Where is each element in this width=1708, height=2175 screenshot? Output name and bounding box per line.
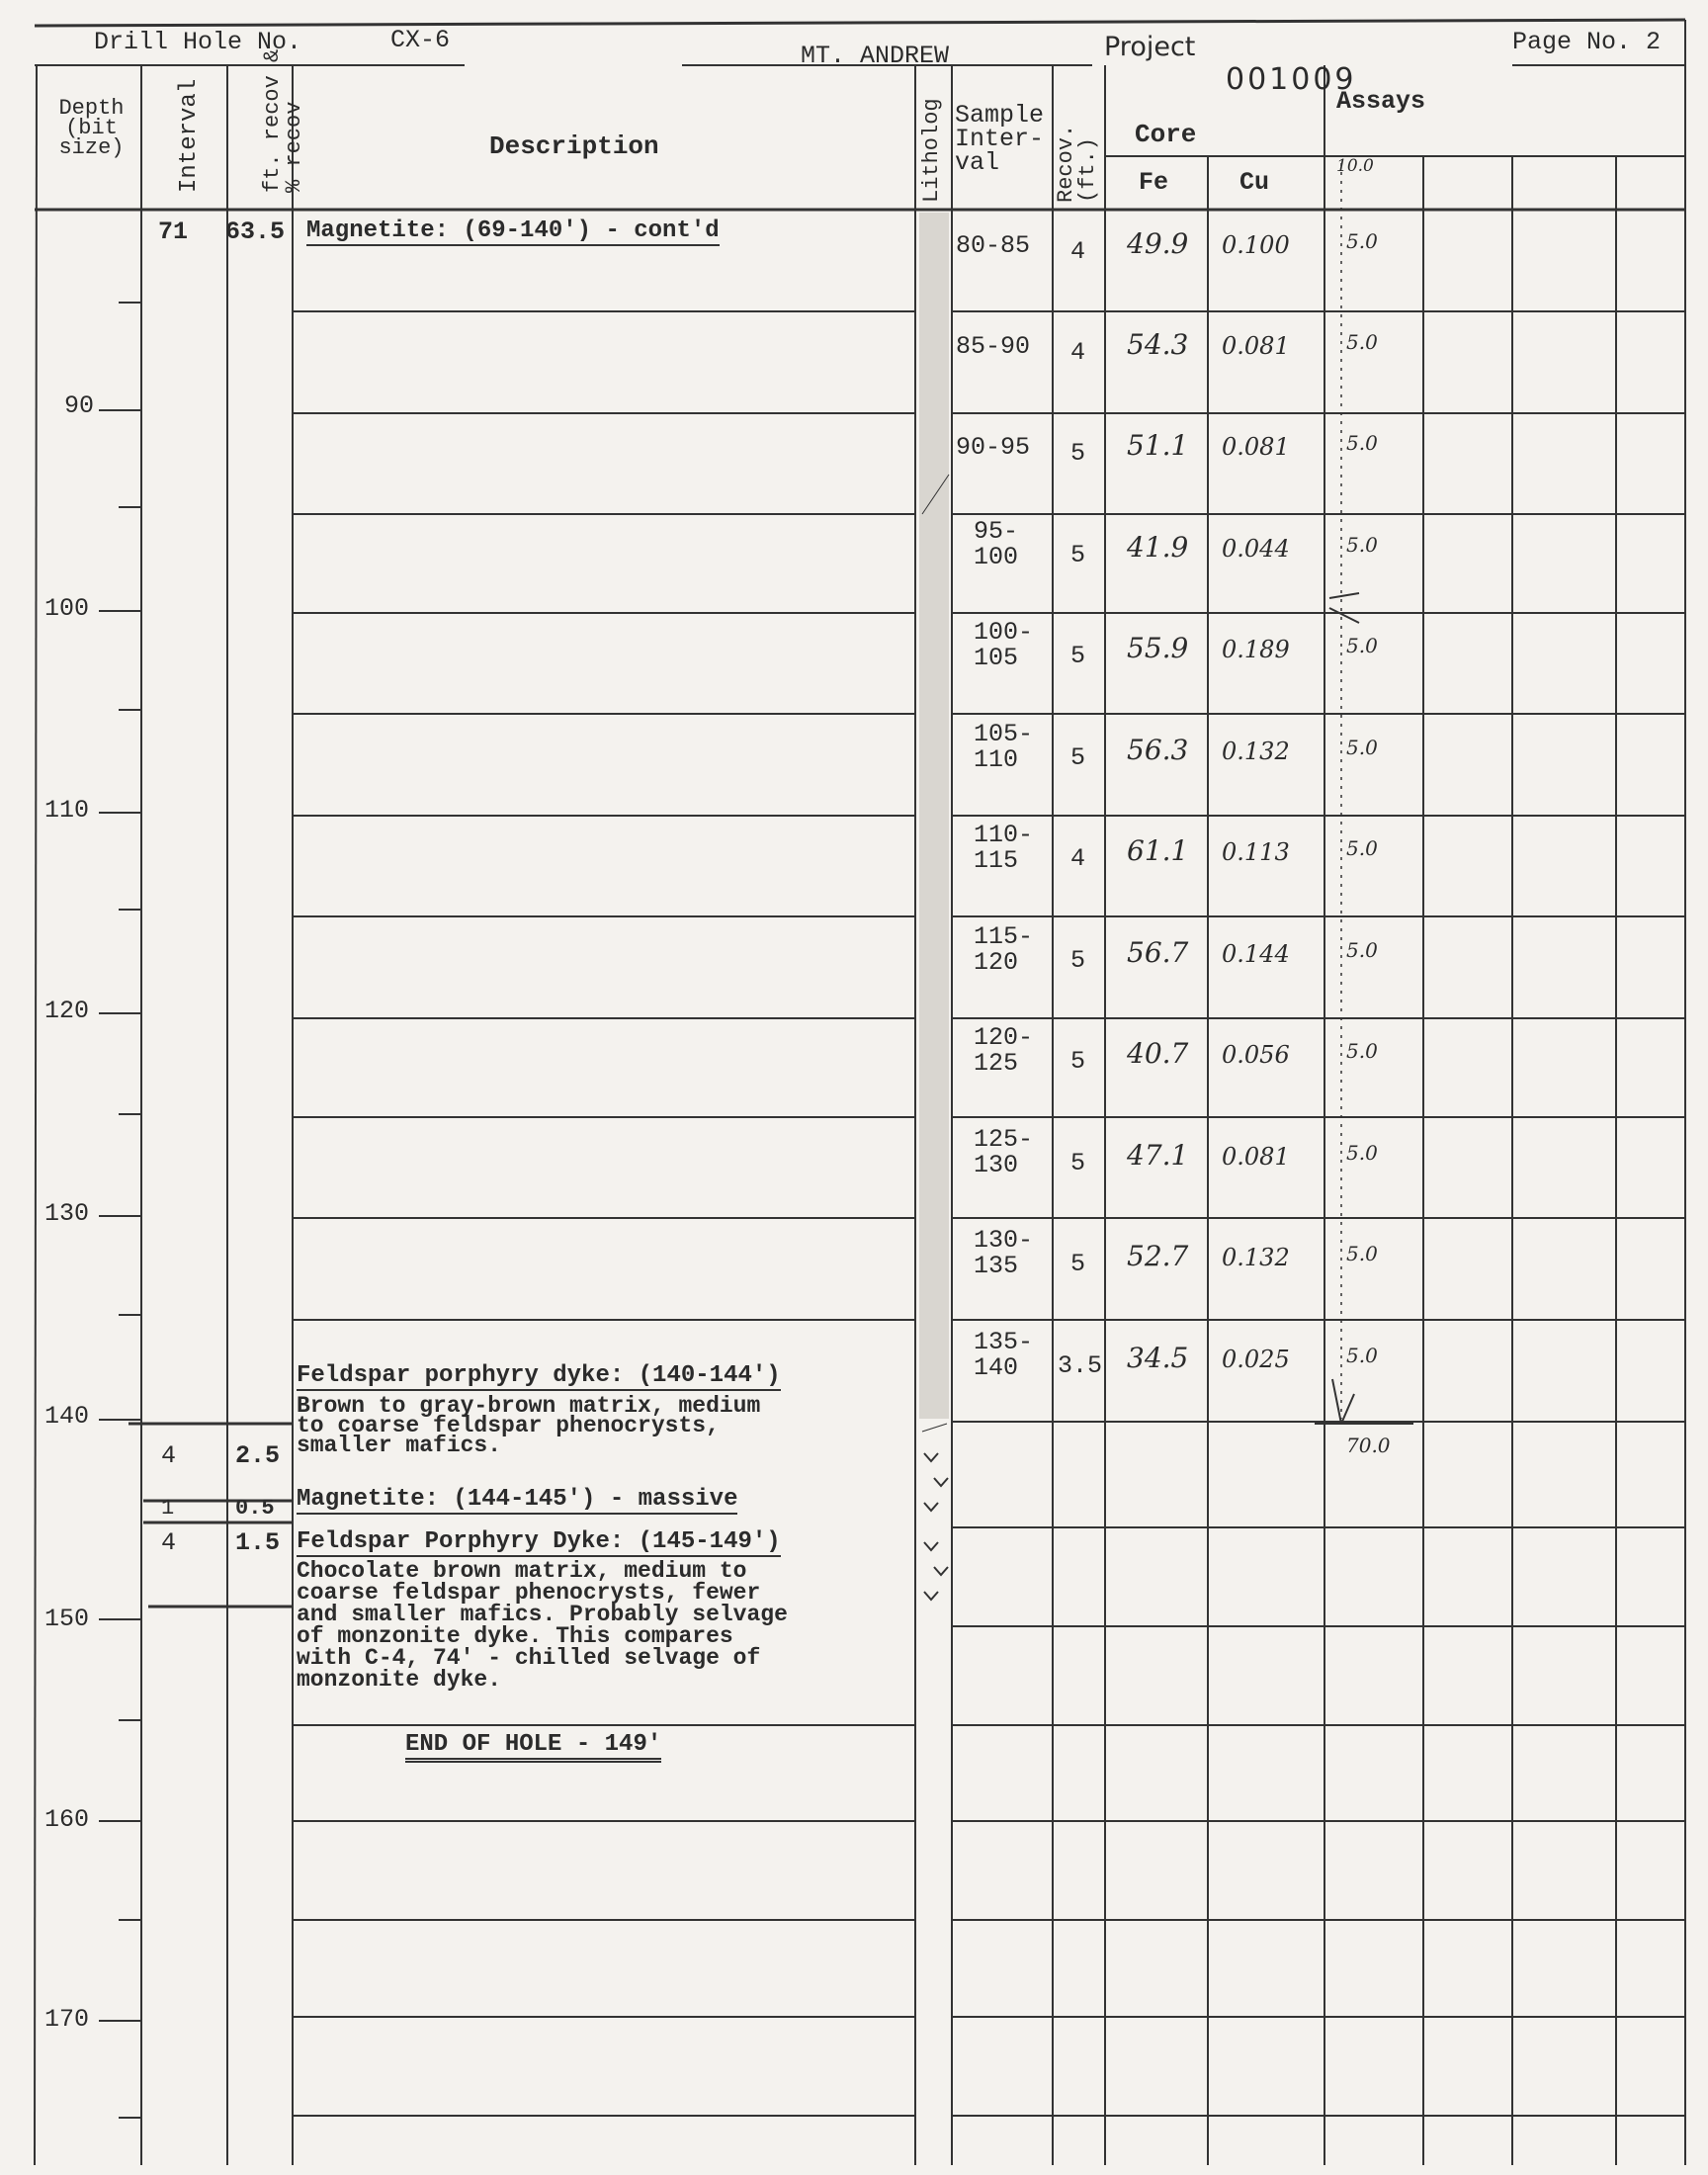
description-title: Feldspar porphyry dyke: (140-144') — [297, 1362, 781, 1389]
sample-interval: 135- 140 — [974, 1328, 1034, 1382]
drill-hole-number: CX-6 — [390, 26, 451, 54]
description-column-header: Description — [489, 131, 659, 161]
sample-recovery: 5 — [1070, 1250, 1086, 1278]
project-label: Project — [1104, 32, 1196, 62]
assay-length: 5.0 — [1346, 1141, 1378, 1165]
interval-value: 1 — [161, 1496, 175, 1521]
sample-recovery: 5 — [1070, 439, 1086, 468]
cu-assay: 0.056 — [1222, 1041, 1290, 1069]
assay-length: 5.0 — [1346, 330, 1378, 354]
project-number: 001009 — [1226, 62, 1357, 97]
assay-length: 5.0 — [1346, 1039, 1378, 1063]
fe-assay: 52.7 — [1127, 1240, 1189, 1272]
page-number: Page No. 2 — [1512, 28, 1662, 56]
depth-mark-90: 90 — [64, 392, 95, 420]
fe-assay: 34.5 — [1127, 1342, 1189, 1374]
sample-recovery: 5 — [1070, 946, 1086, 975]
sample-interval: 95- 100 — [974, 517, 1019, 571]
sample-interval: 120- 125 — [974, 1023, 1034, 1078]
description-title: Feldspar Porphyry Dyke: (145-149') — [297, 1528, 781, 1555]
recovery-value: 2.5 — [235, 1441, 281, 1470]
assay-length: 5.0 — [1346, 634, 1378, 657]
cu-assay: 0.132 — [1222, 738, 1290, 765]
sample-interval: 115- 120 — [974, 922, 1034, 977]
assay-total: 70.0 — [1346, 1434, 1391, 1457]
cu-column-header: Cu — [1239, 168, 1270, 197]
fe-assay: 56.7 — [1127, 936, 1189, 969]
sample-recovery: 3.5 — [1058, 1351, 1103, 1380]
drill-hole-label: Drill Hole No. — [94, 28, 302, 56]
depth-mark-100: 100 — [44, 594, 90, 623]
fe-assay: 51.1 — [1127, 429, 1189, 462]
cu-assay: 0.081 — [1222, 1143, 1290, 1171]
cu-assay: 0.132 — [1222, 1244, 1290, 1271]
cu-assay: 0.144 — [1222, 940, 1290, 968]
interval-value: 4 — [161, 1441, 177, 1470]
recov-ft-column-header: Recov. (ft.) — [1054, 124, 1100, 203]
cu-assay: 0.113 — [1222, 838, 1290, 866]
sample-recovery: 4 — [1070, 338, 1086, 367]
sample-interval: 90-95 — [956, 433, 1031, 462]
fe-assay: 40.7 — [1127, 1037, 1189, 1070]
fe-assay: 56.3 — [1127, 734, 1189, 766]
recovery-value: 1.5 — [235, 1528, 281, 1557]
recovery-value: 0.5 — [235, 1496, 275, 1521]
core-header: Core — [1135, 120, 1197, 149]
interval-column-header: Interval — [176, 78, 203, 193]
fe-assay: 41.9 — [1127, 531, 1189, 564]
description-text: Chocolate brown matrix, medium to coarse feldspar phenocrysts, fewer and smaller mafics. Probably selvage of monzonite dyke. This compares with C-4, 74' - chilled selvage of monzonite dyke. — [297, 1558, 788, 1693]
description-text: Brown to gray-brown matrix, medium to coarse feldspar phenocrysts, smaller mafics. — [297, 1393, 761, 1458]
sample-interval: 100- 105 — [974, 618, 1034, 672]
sample-recovery: 5 — [1070, 642, 1086, 670]
depth-mark-140: 140 — [44, 1402, 90, 1431]
sample-interval: 80-85 — [956, 231, 1031, 260]
cu-assay: 0.189 — [1222, 636, 1290, 663]
description-title: Magnetite: (69-140') - cont'd — [306, 218, 720, 244]
fe-assay: 55.9 — [1127, 632, 1189, 664]
lithology-column-header: Litholog — [919, 98, 944, 203]
fe-assay: 54.3 — [1127, 328, 1189, 361]
cu-assay: 0.044 — [1222, 535, 1290, 563]
cu-assay: 0.081 — [1222, 433, 1290, 461]
depth-mark-110: 110 — [44, 796, 90, 825]
depth-mark-160: 160 — [44, 1805, 90, 1834]
assay-length: 5.0 — [1346, 1242, 1378, 1265]
depth-mark-130: 130 — [44, 1199, 90, 1228]
sample-recovery: 4 — [1070, 844, 1086, 873]
assay-length: 5.0 — [1346, 431, 1378, 455]
sample-recovery: 5 — [1070, 1047, 1086, 1076]
interval-value: 4 — [161, 1528, 177, 1557]
assay-length: 5.0 — [1346, 1344, 1378, 1367]
depth-mark-120: 120 — [44, 997, 90, 1025]
fe-assay: 49.9 — [1127, 227, 1189, 260]
fe-assay: 47.1 — [1127, 1139, 1189, 1172]
depth-mark-170: 170 — [44, 2005, 90, 2034]
assay-length: 5.0 — [1346, 533, 1378, 557]
cu-assay: 0.100 — [1222, 231, 1290, 259]
assays-header: Assays — [1336, 87, 1426, 116]
sample-interval: 125- 130 — [974, 1125, 1034, 1179]
cu-assay: 0.025 — [1222, 1346, 1290, 1373]
property-name: MT. ANDREW — [801, 42, 950, 70]
assay-length: 5.0 — [1346, 836, 1378, 860]
assay-header-note: 10.0 — [1336, 156, 1374, 176]
depth-column-header: Depth (bit size) — [58, 96, 125, 160]
sample-recovery: 4 — [1070, 237, 1086, 266]
sample-interval: 110- 115 — [974, 821, 1034, 875]
sample-interval: 85-90 — [956, 332, 1031, 361]
sample-recovery: 5 — [1070, 1149, 1086, 1177]
sample-recovery: 5 — [1070, 541, 1086, 569]
fe-assay: 61.1 — [1127, 834, 1189, 867]
recovery-value: 63.5 — [225, 218, 286, 246]
interval-value: 71 — [158, 218, 189, 246]
end-of-hole-label: END OF HOLE - 149' — [405, 1731, 661, 1763]
assay-length: 5.0 — [1346, 736, 1378, 759]
sample-interval: 105- 110 — [974, 720, 1034, 774]
assay-length: 5.0 — [1346, 938, 1378, 962]
depth-mark-150: 150 — [44, 1605, 90, 1633]
fe-column-header: Fe — [1139, 168, 1169, 197]
description-title: Magnetite: (144-145') - massive — [297, 1486, 738, 1513]
assay-length: 5.0 — [1346, 229, 1378, 253]
cu-assay: 0.081 — [1222, 332, 1290, 360]
sample-interval-column-header: Sample Inter-val — [955, 101, 1045, 177]
recovery-column-header: ft. recov & % recov — [260, 48, 306, 193]
sample-interval: 130- 135 — [974, 1226, 1034, 1280]
sample-recovery: 5 — [1070, 743, 1086, 772]
